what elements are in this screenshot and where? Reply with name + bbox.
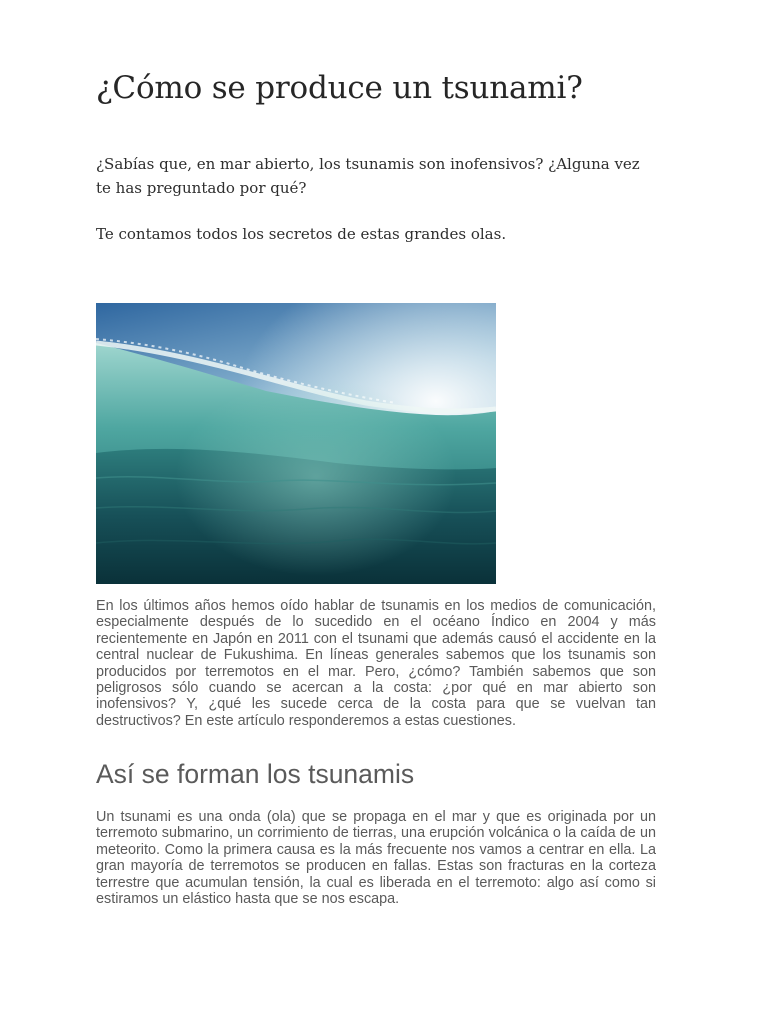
intro-paragraph-1: ¿Sabías que, en mar abierto, los tsunamis son inofensivos? ¿Alguna vez te has preguntado por qué?: [96, 155, 640, 197]
intro-paragraph-2: Te contamos todos los secretos de estas grandes olas.: [96, 225, 507, 243]
body-paragraph-1: En los últimos años hemos oído hablar de tsunamis en los medios de comunicación, especialmente después de lo sucedido en el océano Índico en 2004 y más recientemente en Japón en 2011 con el tsunami que además causó el accidente en la central nuclear de Fukushima. En líneas generales sabemos que los tsunamis son producidos por terremotos en el mar. Pero, ¿cómo? También sabemos que son peligrosos sólo cuando se acercan a la costa: ¿por qué en mar abierto son inofensivos? Y, ¿qué les sucede cerca de la costa para que se vuelvan tan destructivos? En este artículo responderemos a estas cuestiones.: [96, 598, 656, 729]
wave-illustration: [96, 303, 496, 584]
body-paragraph-2: Un tsunami es una onda (ola) que se propaga en el mar y que es originada por un terremoto submarino, un corrimiento de tierras, una erupción volcánica o la caída de un meteorito. Como la primera causa es la más frecuente nos vamos a centrar en ella. La gran mayoría de terremotos se producen en fallas. Estas son fracturas en la corteza terrestre que acumulan tensión, la cual es liberada en el terremoto: algo así como si estiramos un elástico hasta que se nos escapa.: [96, 809, 656, 908]
article-title: ¿Cómo se produce un tsunami?: [96, 70, 583, 106]
section-heading: Así se forman los tsunamis: [96, 759, 415, 789]
wave-photo: [96, 303, 496, 584]
